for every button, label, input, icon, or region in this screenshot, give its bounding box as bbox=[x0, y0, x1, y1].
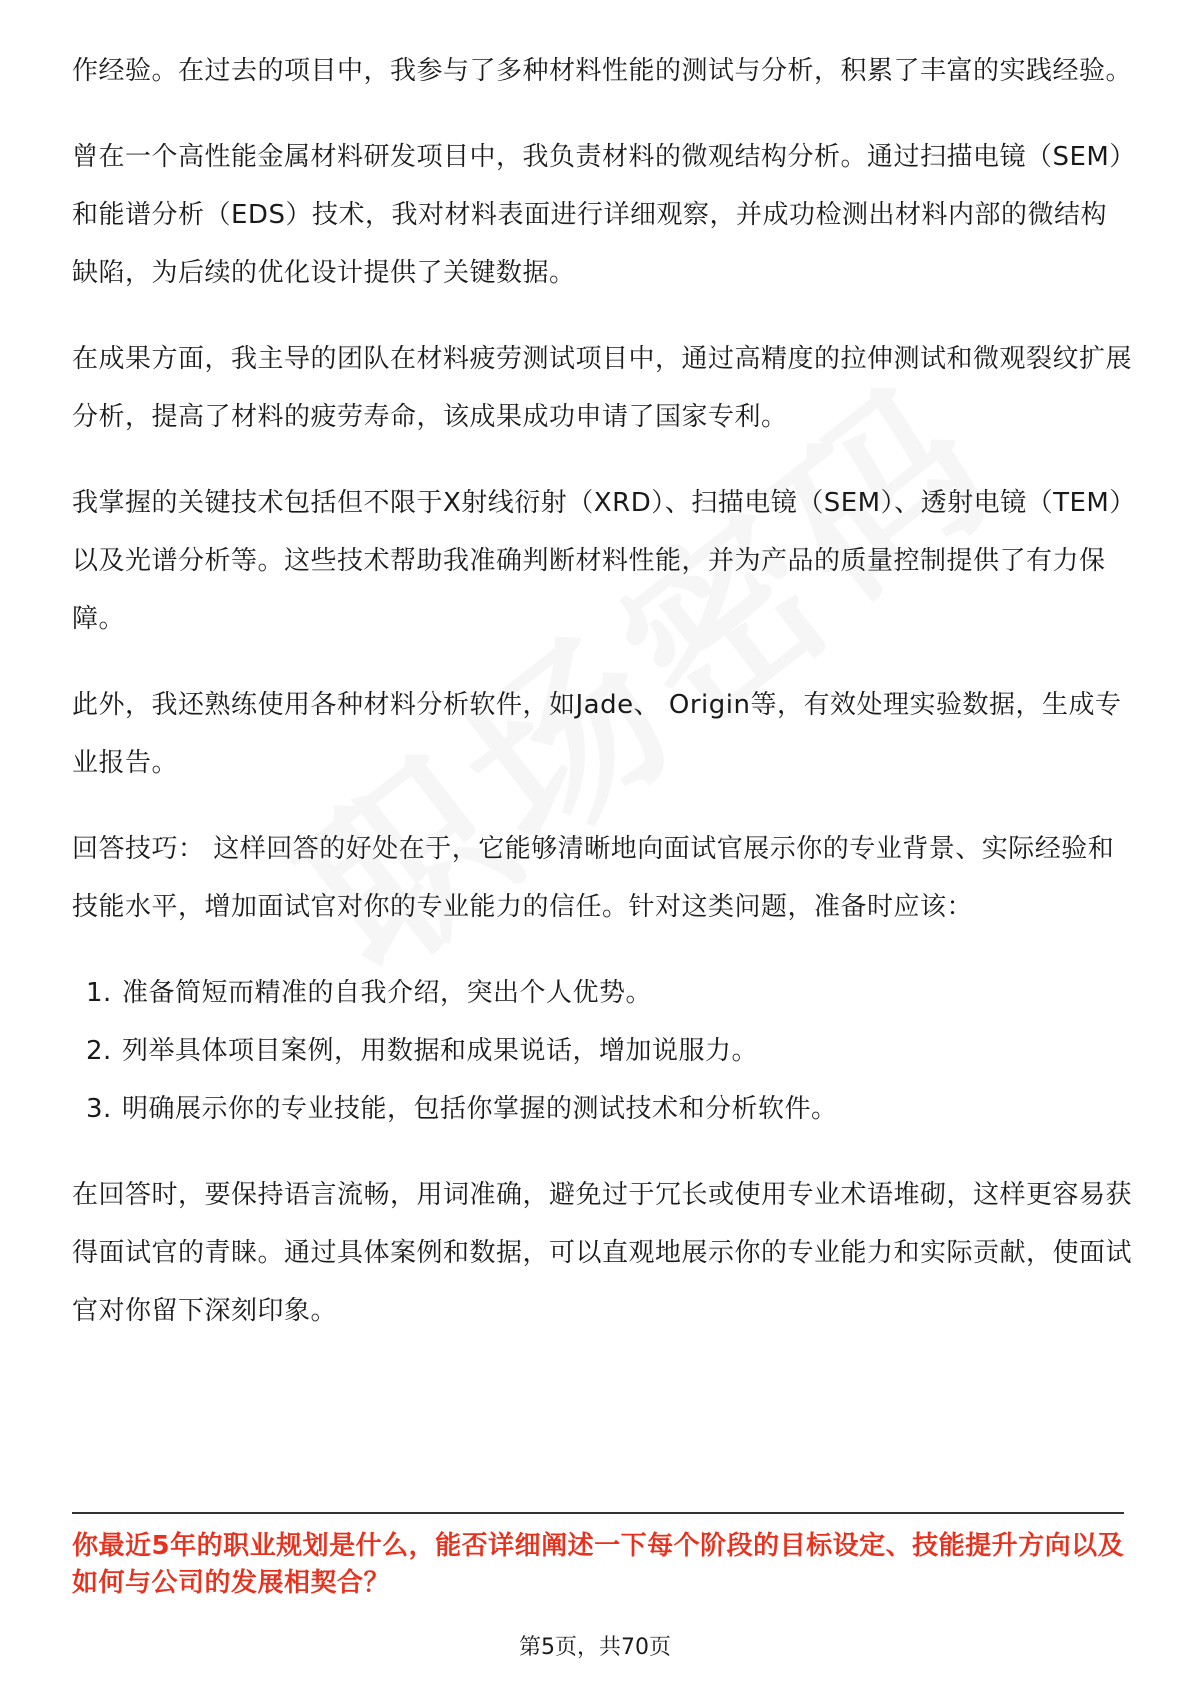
answer-body bbox=[72, 42, 1132, 1368]
list-text: 列举具体项目案例，用数据和成果说话，增加说服力。 bbox=[122, 1036, 759, 1066]
paragraph-closing: 在回答时，要保持语言流畅，用词准确，避免过于冗长或使用专业术语堆砌，这样更容易获得面试官的青睐。通过具体案例和数据，可以直观地展示你的专业能力和实际贡献，使面试官对你留下深刻印象。 bbox=[72, 1180, 1133, 1326]
next-question-heading: 你最近5年的职业规划是什么，能否详细阐述一下每个阶段的目标设定、技能提升方向以及如何与公司的发展相契合？ bbox=[72, 1531, 1125, 1598]
paragraph-achievement: 在成果方面，我主导的团队在材料疲劳测试项目中，通过高精度的拉伸测试和微观裂纹扩展分析，提高了材料的疲劳寿命，该成果成功申请了国家专利。 bbox=[72, 344, 1133, 432]
list-text: 明确展示你的专业技能，包括你掌握的测试技术和分析软件。 bbox=[122, 1094, 838, 1124]
list-item bbox=[72, 964, 1132, 1022]
list-number: 2. bbox=[86, 1036, 112, 1066]
paragraph-experience: 作经验。在过去的项目中，我参与了多种材料性能的测试与分析，积累了丰富的实践经验。 bbox=[72, 56, 1133, 86]
paragraph-project: 曾在一个高性能金属材料研发项目中，我负责材料的微观结构分析。通过扫描电镜（SEM）和能谱分析（EDS）技术，我对材料表面进行详细观察，并成功检测出材料内部的微结构缺陷，为后续的优化设计提供了关键数据。 bbox=[72, 142, 1123, 288]
page-footer: 第5页，共70页 bbox=[519, 1635, 671, 1660]
list-item bbox=[72, 1022, 1132, 1080]
tips-list bbox=[72, 964, 1132, 1138]
list-text: 准备简短而精准的自我介绍，突出个人优势。 bbox=[122, 978, 653, 1008]
list-number: 1. bbox=[86, 978, 112, 1008]
paragraph-software: 此外，我还熟练使用各种材料分析软件，如Jade、 Origin等，有效处理实验数据，生成专业报告。 bbox=[72, 690, 1122, 778]
section-divider bbox=[72, 1512, 1124, 1514]
paragraph-techniques: 我掌握的关键技术包括但不限于X射线衍射（XRD）、扫描电镜（SEM）、透射电镜（TEM）以及光谱分析等。这些技术帮助我准确判断材料性能，并为产品的质量控制提供了有力保障。 bbox=[72, 488, 1123, 634]
list-number: 3. bbox=[86, 1094, 112, 1124]
paragraph-tips: 回答技巧： 这样回答的好处在于，它能够清晰地向面试官展示你的专业背景、实际经验和技能水平，增加面试官对你的专业能力的信任。针对这类问题，准备时应该： bbox=[72, 834, 1115, 922]
list-item bbox=[72, 1080, 1132, 1138]
